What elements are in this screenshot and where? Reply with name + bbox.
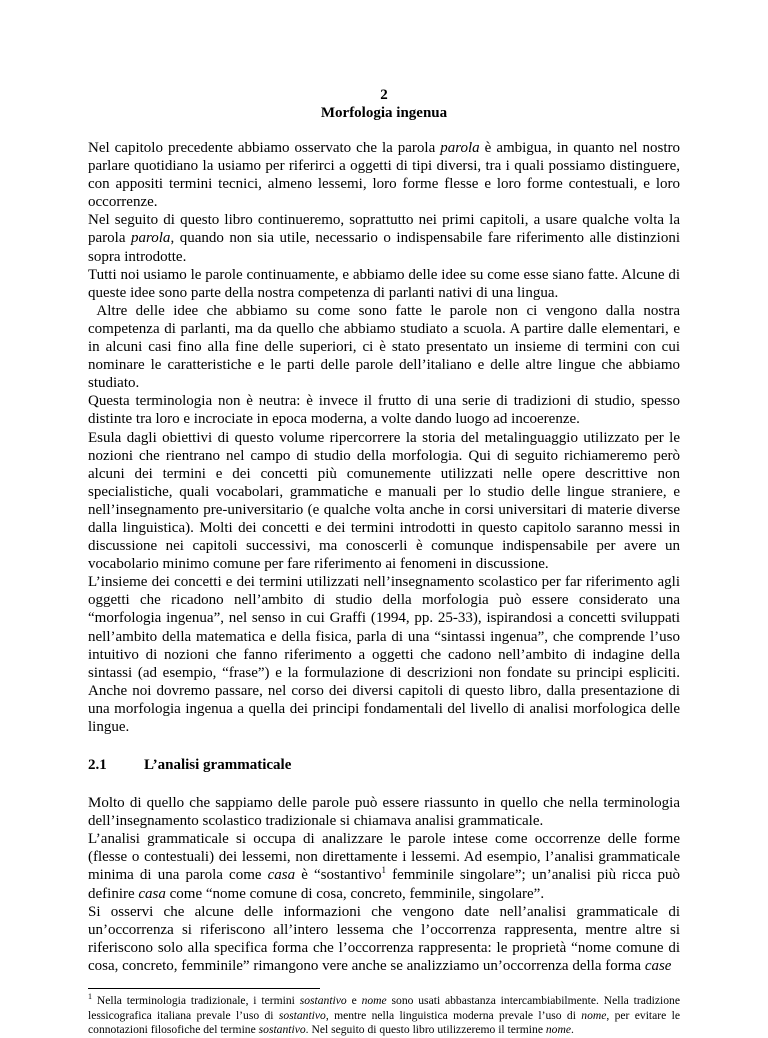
section-number: 2.1 [88,757,107,774]
paragraph: Nel capitolo precedente abbiamo osservato che la parola parola è ambigua, in quanto nel nostro parlare quotidiano la usiamo per riferirci a oggetti di tipi diversi, tra i quali possiamo distinguere, con appositi termini tecnici, almeno lessemi, loro forme flesse e loro forme contestuali, e loro occorrenze. [88,140,680,211]
section-title: L’analisi grammaticale [144,757,292,774]
paragraph: Questa terminologia non è neutra: è invece il frutto di una serie di tradizioni di studio, spesso distinte tra loro e incrociate in epoca moderna, a volte dando luogo ad incoerenze. [88,393,680,428]
footnote [88,994,680,1038]
paragraph: Tutti noi usiamo le parole continuamente, e abbiamo delle idee su come esse siano fatte. Alcune di queste idee sono parte della nostra competenza di parlanti nativi di una lingua. [88,266,680,301]
section-body [88,794,680,975]
paragraph: L’insieme dei concetti e dei termini utilizzati nell’insegnamento scolastico per far riferimento agli oggetti che ricadono nell’ambito di studio della morfologia può essere considerato una “morfologia ingenua”, nel senso in cui Graffi (1994, pp. 25-33), ispirandosi a concetti sviluppati nell’ambito della matematica e della fisica, parla di una “sintassi ingenua”, che comprende l’uso intuitivo di nozioni che fanno riferimento a oggetti che cadono nell’ambito di indagine della sintassi (ad esempio, “frase”) e la formulazione di descrizioni non fondate su principi espliciti. Anche noi dovremo passare, nel corso dei diversi capitoli di questo libro, dalla presentazione di una morfologia ingenua a quella dei principi fondamentali del livello di analisi morfologica delle lingue. [88,574,680,735]
chapter-number: 2 [380,87,388,103]
intro-body [88,139,680,736]
footnote-text: Nella terminologia tradizionale, i termini sostantivo e nome sono usati abbastanza intercambiabilmente. Nella tradizione lessicografica italiana prevale l’uso di sostantivo, mentre nella linguistica moderna prevale l’uso di nome, per evitare le connotazioni filosofiche del termine sostantivo. Nel seguito di questo libro utilizzeremo il termine nome. [88,994,680,1037]
chapter-title: Morfologia ingenua [320,105,448,121]
section-heading [88,756,680,774]
paragraph: Altre delle idee che abbiamo su come sono fatte le parole non ci vengono dalla nostra competenza di parlanti, ma da quello che abbiamo studiato a scuola. A partire dalle elementari, e in alcuni casi fino alla fine delle superiori, ci è stato presentato un insieme di termini con cui nominare le caratteristiche e le parti delle parole dell’italiano e delle altre lingue che abbiamo studiato. [88,302,680,392]
document-page [88,86,680,1038]
paragraph: Si osservi che alcune delle informazioni che vengono date nell’analisi grammaticale di un’occorrenza si riferiscono all’intero lessema che l’occorrenza rappresenta, mentre altre si riferiscono solo alla specifica forma che l’occorrenza rappresenta: le proprietà “nome comune di cosa, concreto, femminile” rimangono vere anche se analizziamo un’occorrenza della forma case [88,903,680,974]
footnote-marker: 1 [88,992,92,1002]
paragraph: L’analisi grammaticale si occupa di analizzare le parole intese come occorrenze delle forme (flesse o contestuali) dei lessemi, non direttamente i lessemi. Ad esempio, l’analisi grammaticale minima di una parola come casa è “sostantivo$^1$ femminile singolare”; un’analisi più ricca può definire casa come “nome comune di cosa, concreto, femminile, singolare”. [88,831,680,902]
footnote-divider [88,988,320,989]
paragraph: Molto di quello che sappiamo delle parole può essere riassunto in quello che nella terminologia dell’insegnamento scolastico tradizionale si chiamava analisi grammaticale. [88,795,680,830]
paragraph: Esula dagli obiettivi di questo volume ripercorrere la storia del metalinguaggio utilizzato per le nozioni che rientrano nel campo di studio della morfologia. Qui di seguito richiameremo però alcuni dei termini e dei concetti più comunemente utilizzati nelle opere descrittive non specialistiche, quali vocabolari, grammatiche e manuali per lo studio delle lingue straniere, e nell’insegnamento pre-universitario (e qualche volta anche in corsi universitari di materie diverse dalla linguistica). Molti dei concetti e dei termini introdotti in questo capitolo saranno messi in discussione nei capitoli successivi, ma conoscerli è comunque indispensabile per avere un vocabolario minimo comune per fare riferimento ai fenomeni in discussione. [88,429,680,573]
paragraph: Nel seguito di questo libro continueremo, soprattutto nei primi capitoli, a usare qualche volta la parola parola, quando non sia utile, necessario o indispensabile fare riferimento alle distinzioni sopra introdotte. [88,212,680,265]
